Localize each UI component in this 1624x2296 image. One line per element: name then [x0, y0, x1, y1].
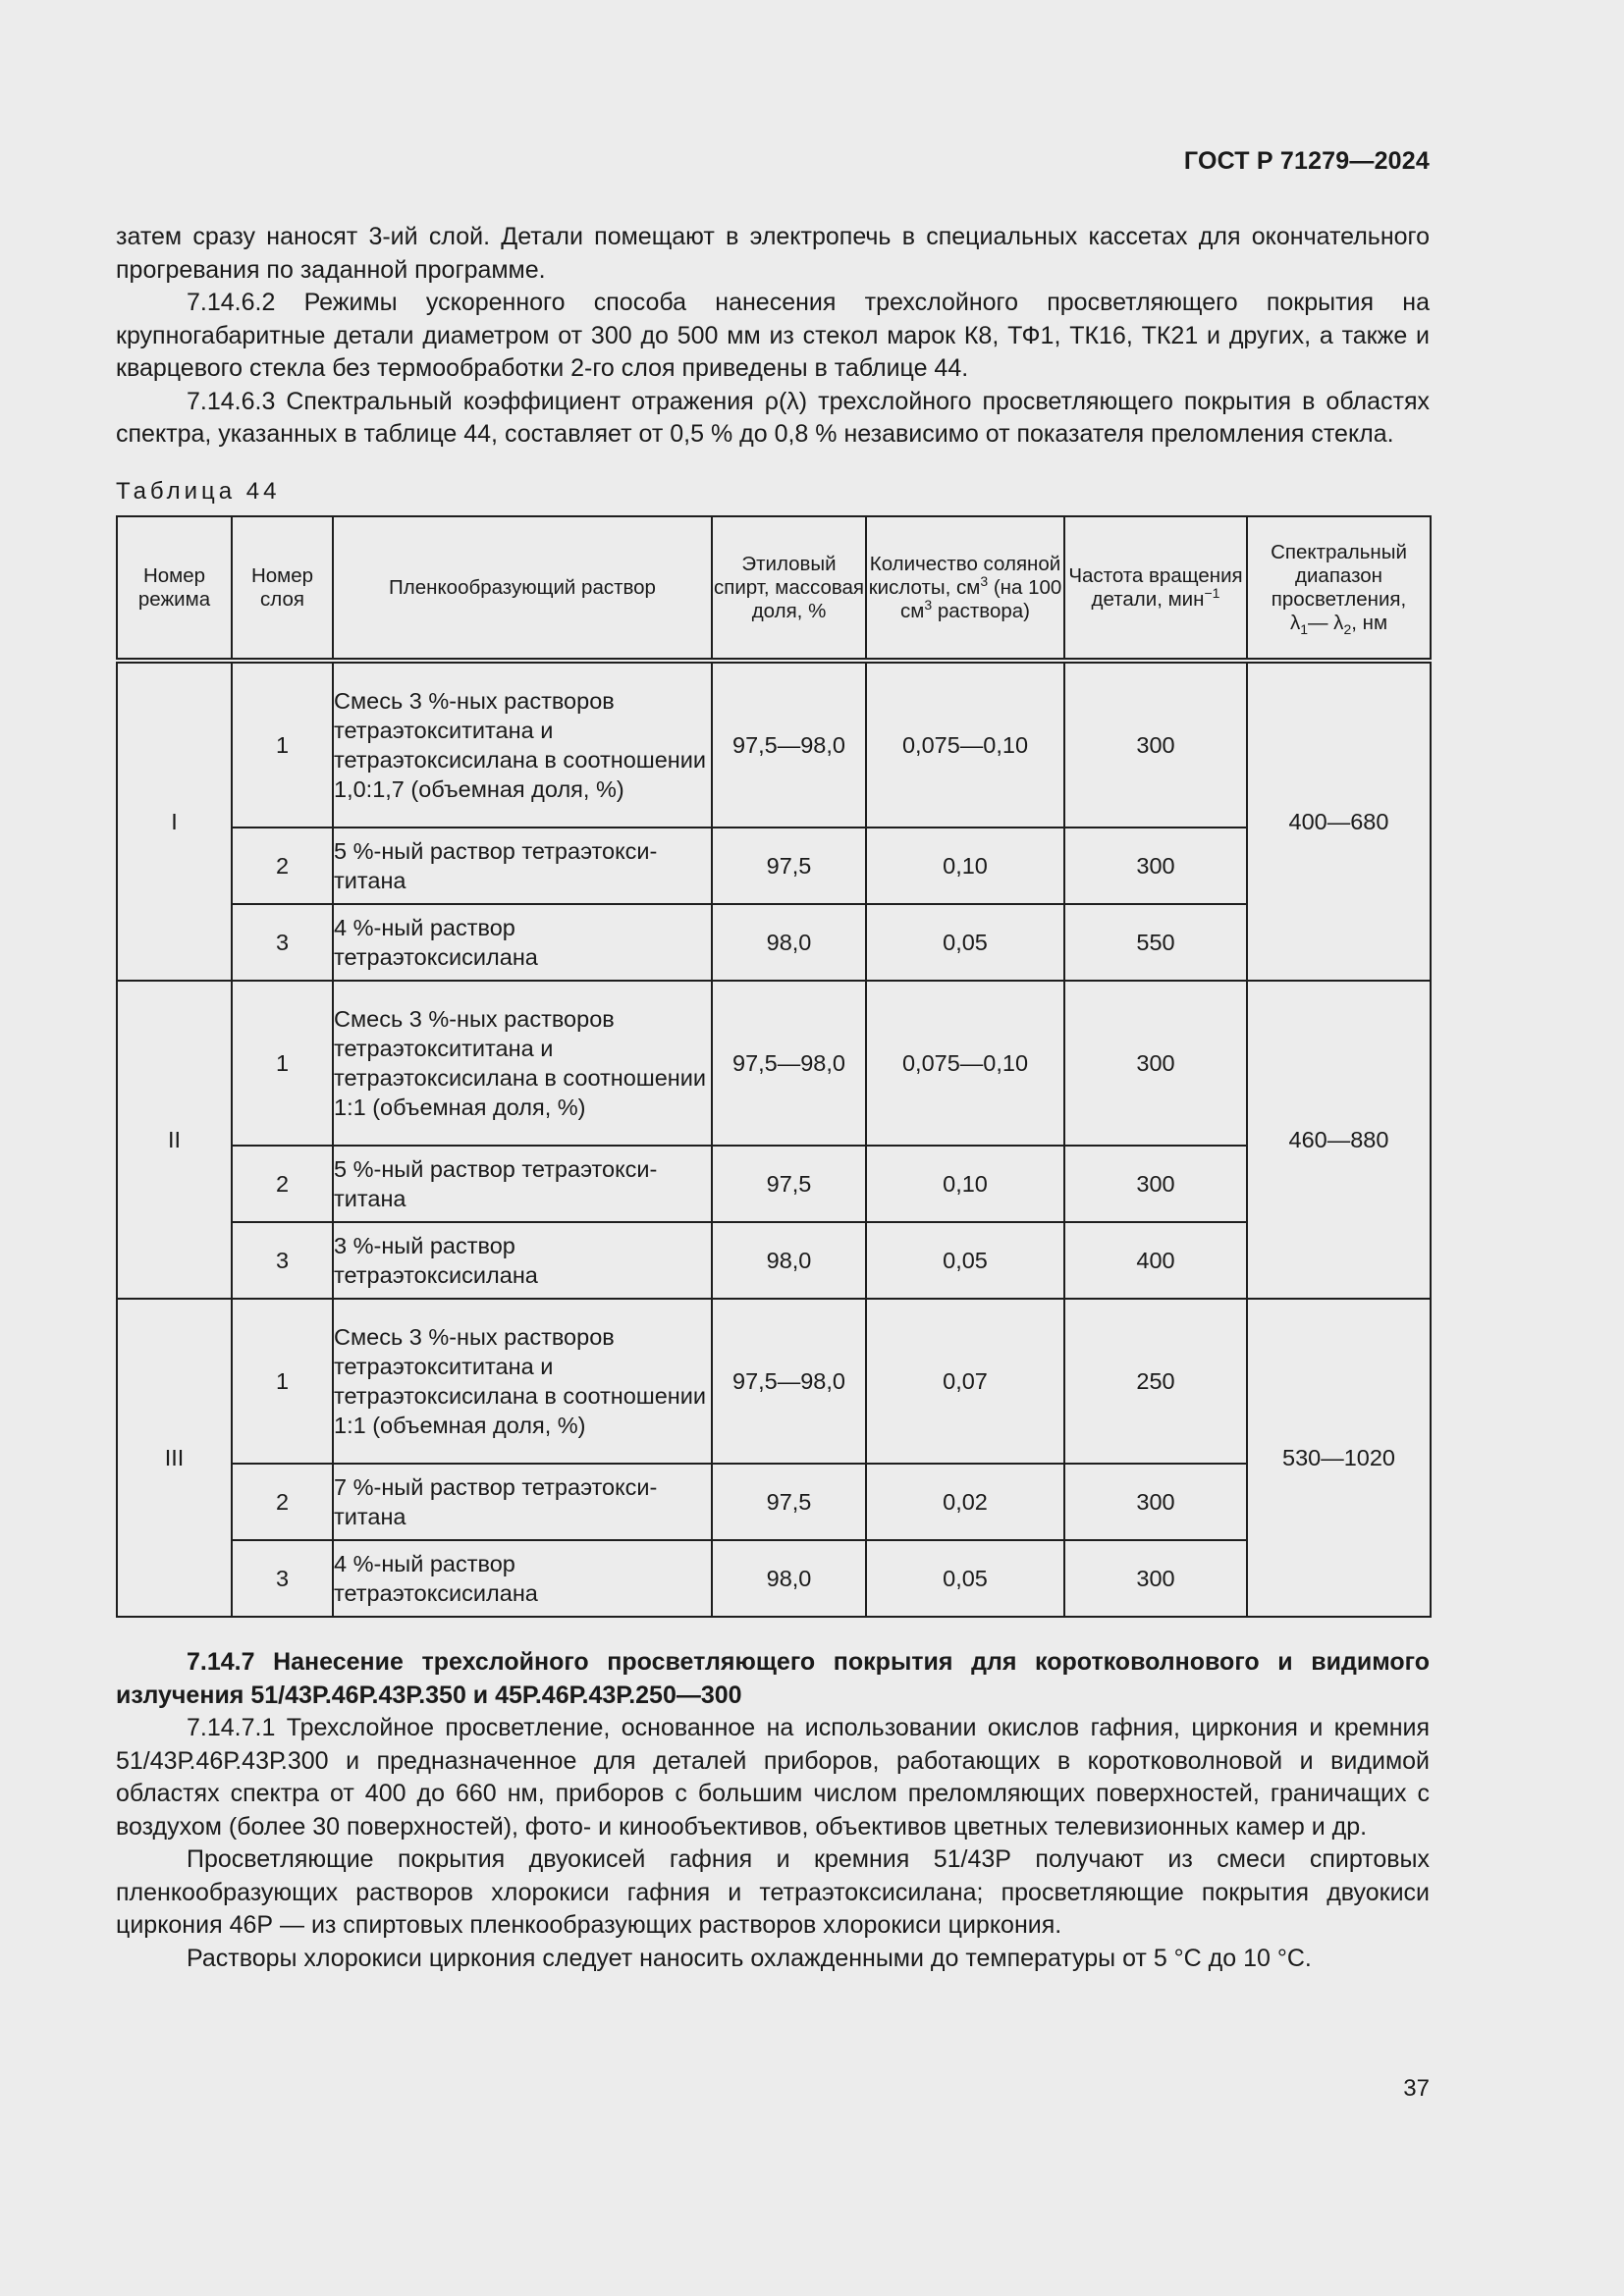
- paragraph-7-14-6-3: 7.14.6.3 Спектральный коэффициент отражения ρ(λ) трехслойного просветляющего покрытия в областях спектра, указанных в таблице 44, составляет от 0,5 % до 0,8 % независимо от показателя преломления стекла.: [116, 387, 1430, 448]
- mode-cell: II: [117, 981, 232, 1299]
- paragraph-continuation: затем сразу наносят 3-ий слой. Детали помещают в электропечь в специальных кассетах для окончательного прогревания по заданной программе.: [116, 223, 1430, 284]
- hcl-cell: 0,05: [866, 1540, 1064, 1617]
- frequency-cell: 250: [1064, 1299, 1247, 1464]
- solution-cell: 4 %-ный раствор тетраэтоксисилана: [333, 1540, 712, 1617]
- frequency-cell: 300: [1064, 1464, 1247, 1540]
- range-cell: 400—680: [1247, 661, 1431, 981]
- header-frequency: Частота вращения детали, мин$^{-1}$: [1064, 516, 1247, 661]
- table-row: [117, 1146, 1431, 1222]
- frequency-cell: 300: [1064, 828, 1247, 904]
- solution-cell: Смесь 3 %-ных растворов тетраэтоксититана и тетраэтоксисилана в соотношении 1:1 (объемная доля, %): [333, 981, 712, 1146]
- ethanol-cell: 98,0: [712, 1540, 866, 1617]
- frequency-cell: 300: [1064, 981, 1247, 1146]
- header-mode: Номер режима: [117, 516, 232, 661]
- ethanol-cell: 98,0: [712, 1222, 866, 1299]
- ethanol-cell: 98,0: [712, 904, 866, 981]
- layer-cell: 2: [232, 828, 333, 904]
- document-id: ГОСТ Р 71279—2024: [1183, 147, 1430, 175]
- table-row: [117, 828, 1431, 904]
- header-spectral-range: Спектральный диапазон просветления, $\lambda_1—$ $\lambda_2$, нм: [1247, 516, 1431, 661]
- table-row: [117, 1299, 1431, 1464]
- hcl-cell: 0,05: [866, 904, 1064, 981]
- table-44: [116, 515, 1432, 1618]
- mode-cell: III: [117, 1299, 232, 1617]
- solution-cell: Смесь 3 %-ных растворов тетраэтоксититана и тетраэтоксисилана в соотношении 1,0:1,7 (объемная доля, %): [333, 661, 712, 828]
- solution-cell: 7 %-ный раствор тетраэтоксититана: [333, 1464, 712, 1540]
- paragraph-7-14-6-2: 7.14.6.2 Режимы ускоренного способа нанесения трехслойного просветляющего покрытия на крупногабаритные детали диаметром от 300 до 500 мм из стекол марок К8, ТФ1, ТК16, ТК21 и других, а также и кварцевого стекла без термообработки 2-го слоя приведены в таблице 44.: [116, 289, 1430, 382]
- range-cell: 460—880: [1247, 981, 1431, 1299]
- hcl-cell: 0,05: [866, 1222, 1064, 1299]
- layer-cell: 1: [232, 1299, 333, 1464]
- layer-cell: 2: [232, 1146, 333, 1222]
- solution-cell: 3 %-ный раствор тетраэтоксисилана: [333, 1222, 712, 1299]
- hcl-cell: 0,07: [866, 1299, 1064, 1464]
- solution-cell: 5 %-ный раствор тетраэтоксититана: [333, 1146, 712, 1222]
- hcl-cell: 0,10: [866, 828, 1064, 904]
- hcl-cell: 0,02: [866, 1464, 1064, 1540]
- ethanol-cell: 97,5—98,0: [712, 981, 866, 1146]
- frequency-cell: 300: [1064, 1146, 1247, 1222]
- paragraph-zirconium: Растворы хлорокиси циркония следует наносить охлажденными до температуры от 5 °C до 10 °C.: [187, 1944, 1312, 1972]
- table-header-row: [117, 516, 1431, 661]
- table-row: [117, 981, 1431, 1146]
- frequency-cell: 300: [1064, 1540, 1247, 1617]
- table-caption: Таблица 44: [116, 477, 281, 505]
- ethanol-cell: 97,5: [712, 1146, 866, 1222]
- hcl-cell: 0,10: [866, 1146, 1064, 1222]
- table-row: [117, 904, 1431, 981]
- layer-cell: 1: [232, 661, 333, 828]
- solution-cell: Смесь 3 %-ных растворов тетраэтоксититана и тетраэтоксисилана в соотношении 1:1 (объемная доля, %): [333, 1299, 712, 1464]
- hcl-cell: 0,075—0,10: [866, 661, 1064, 828]
- header-solution: Пленкообразующий раствор: [333, 516, 712, 661]
- ethanol-cell: 97,5—98,0: [712, 661, 866, 828]
- paragraph-coatings: Просветляющие покрытия двуокисей гафния и кремния 51/43Р получают из смеси спиртовых пленкообразующих растворов хлорокиси гафния и тетраэтоксисилана; просветляющие покрытия двуокиси циркония 46Р — из спиртовых пленкообразующих растворов хлорокиси циркония.: [116, 1845, 1430, 1939]
- frequency-cell: 400: [1064, 1222, 1247, 1299]
- layer-cell: 1: [232, 981, 333, 1146]
- ethanol-cell: 97,5: [712, 828, 866, 904]
- hcl-cell: 0,075—0,10: [866, 981, 1064, 1146]
- solution-cell: 4 %-ный раствор тетраэтоксисилана: [333, 904, 712, 981]
- table-row: [117, 1222, 1431, 1299]
- layer-cell: 2: [232, 1464, 333, 1540]
- frequency-cell: 550: [1064, 904, 1247, 981]
- table-row: [117, 1464, 1431, 1540]
- table-row: [117, 661, 1431, 828]
- section-heading-7-14-7: 7.14.7 Нанесение трехслойного просветляющего покрытия для коротковолнового и видимого излучения 51/43Р.46Р.43Р.350 и 45Р.46Р.43Р.250—300: [116, 1648, 1430, 1709]
- table-row: [117, 1540, 1431, 1617]
- header-ethanol: Этиловый спирт, массовая доля, %: [712, 516, 866, 661]
- layer-cell: 3: [232, 1222, 333, 1299]
- paragraph-7-14-7-1: 7.14.7.1 Трехслойное просветление, основанное на использовании окислов гафния, циркония и кремния 51/43Р.46Р.43Р.300 и предназначенное для деталей приборов, работающих в коротковолновой и видимой областях спектра от 400 до 660 нм, приборов с большим числом преломляющих поверхностей, граничащих с воздухом (более 30 поверхностей), фото- и кинообъективов, объективов цветных телевизионных камер и др.: [116, 1714, 1430, 1841]
- header-layer: Номер слоя: [232, 516, 333, 661]
- frequency-cell: 300: [1064, 661, 1247, 828]
- header-hcl: Количество соляной кислоты, $см^3$ (на 100 $см^3$ раствора): [866, 516, 1064, 661]
- solution-cell: 5 %-ный раствор тетраэтоксититана: [333, 828, 712, 904]
- range-cell: 530—1020: [1247, 1299, 1431, 1617]
- ethanol-cell: 97,5—98,0: [712, 1299, 866, 1464]
- mode-cell: I: [117, 661, 232, 981]
- page-content: [116, 221, 1430, 1975]
- ethanol-cell: 97,5: [712, 1464, 866, 1540]
- layer-cell: 3: [232, 904, 333, 981]
- page-number: 37: [1403, 2075, 1430, 2102]
- layer-cell: 3: [232, 1540, 333, 1617]
